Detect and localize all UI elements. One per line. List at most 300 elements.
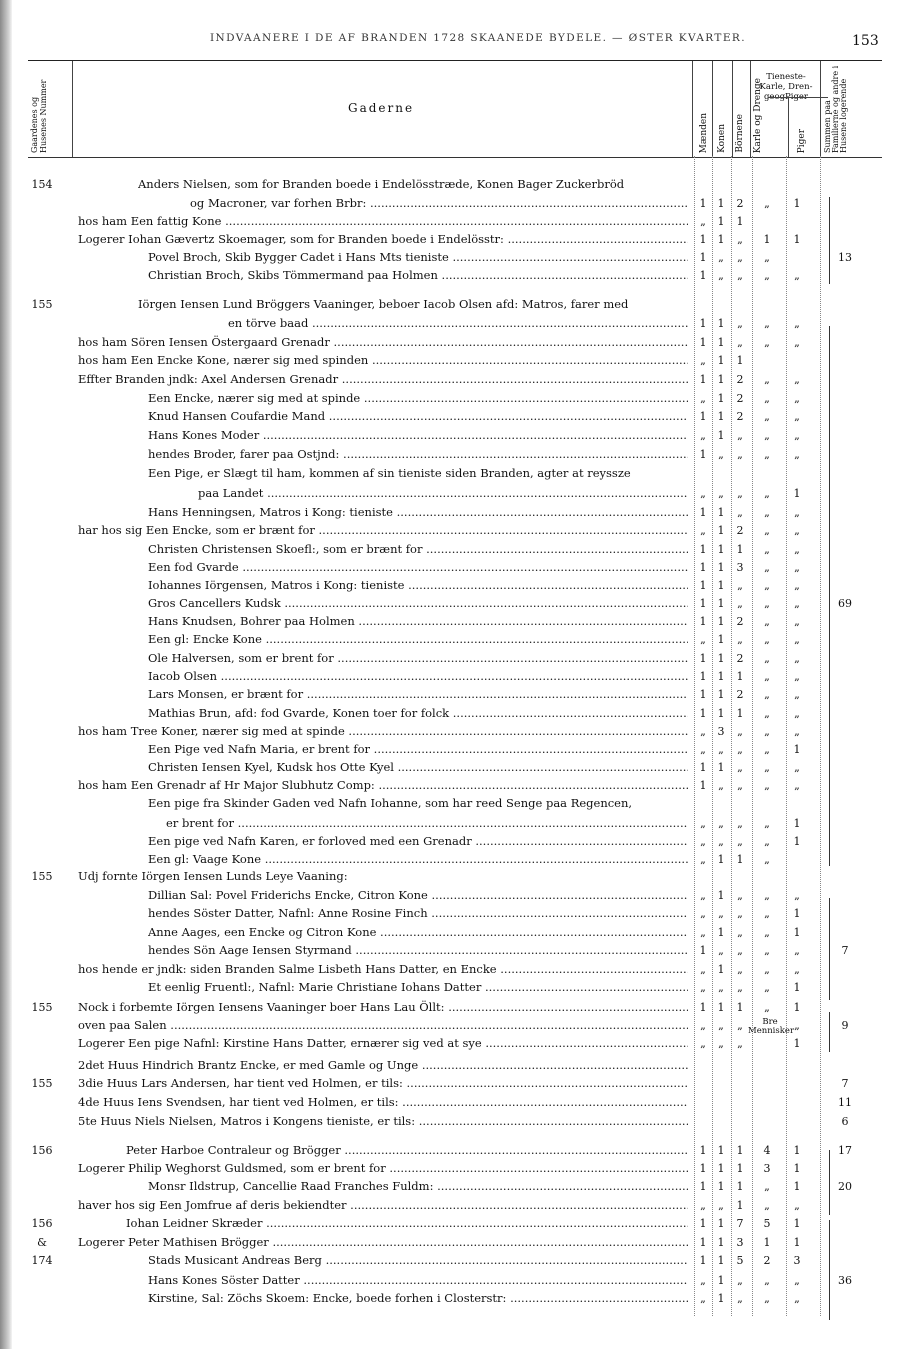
count-cell: „ bbox=[794, 725, 800, 738]
entry-text: Mathias Brun, afd: fod Gvarde, Konen toer for folck ..... bbox=[148, 705, 688, 722]
house-number: & bbox=[37, 1236, 47, 1249]
entry-text: Een Pige, er Slægt til ham, kommen af sin tieniste siden Branden, agter at reyssze bbox=[148, 466, 631, 480]
entry-text: 3die Huus Lars Andersen, har tient ved Holmen, er tils: ..... bbox=[78, 1075, 688, 1092]
count-cell: „ bbox=[794, 1019, 800, 1032]
count-cell: „ bbox=[737, 317, 743, 330]
family-total: 7 bbox=[841, 1077, 849, 1090]
count-cell: 2 bbox=[736, 652, 744, 665]
count-cell: 1 bbox=[717, 429, 725, 442]
count-cell: „ bbox=[794, 448, 800, 461]
count-cell: 1 bbox=[699, 761, 707, 774]
count-cell: „ bbox=[794, 670, 800, 683]
entry-text: Een pige ved Nafn Karen, er forloved med een Grenadr ..... bbox=[148, 833, 688, 850]
table-row bbox=[0, 631, 899, 648]
entry-text: Hans Knudsen, Bohrer paa Holmen ..... bbox=[148, 613, 688, 630]
count-cell: 1 bbox=[699, 670, 707, 683]
count-cell: „ bbox=[718, 907, 724, 920]
count-cell: 1 bbox=[717, 524, 725, 537]
entry-text: Stads Musicant Andreas Berg ..... bbox=[148, 1252, 688, 1269]
entry-text: Een pige fra Skinder Gaden ved Nafn Iohanne, som har reed Senge paa Regencen, bbox=[148, 796, 633, 810]
count-cell: „ bbox=[737, 817, 743, 830]
count-cell: „ bbox=[700, 354, 706, 367]
count-cell: „ bbox=[718, 251, 724, 264]
entry-text: Logerer Peter Mathisen Brögger ..... bbox=[78, 1234, 688, 1251]
entry-text: Et eenlig Fruentl:, Nafnl: Marie Christiane Iohans Datter ..... bbox=[148, 979, 688, 996]
table-row bbox=[0, 905, 899, 922]
count-cell: 1 bbox=[699, 1180, 707, 1193]
count-cell: 1 bbox=[717, 1180, 725, 1193]
count-cell: „ bbox=[794, 269, 800, 282]
house-number: 156 bbox=[31, 1217, 53, 1230]
count-cell: „ bbox=[718, 487, 724, 500]
house-number: 154 bbox=[31, 178, 53, 191]
entry-text: har hos sig Een Encke, som er brænt for ..... bbox=[78, 522, 688, 539]
house-number: 155 bbox=[31, 1077, 53, 1090]
table-row bbox=[0, 795, 899, 812]
count-cell: 1 bbox=[717, 688, 725, 701]
count-cell: „ bbox=[764, 707, 770, 720]
count-cell: „ bbox=[794, 579, 800, 592]
count-cell: 1 bbox=[699, 197, 707, 210]
count-cell: „ bbox=[794, 506, 800, 519]
count-cell: „ bbox=[794, 410, 800, 423]
entry-text: en törve baad ..... bbox=[228, 315, 688, 332]
count-cell: „ bbox=[764, 779, 770, 792]
table-row bbox=[0, 267, 899, 284]
entry-text: Lars Monsen, er brænt for ..... bbox=[148, 686, 688, 703]
table-row bbox=[0, 723, 899, 740]
count-cell: 1 bbox=[793, 197, 801, 210]
count-cell: 3 bbox=[736, 1236, 744, 1249]
table-row bbox=[0, 577, 899, 594]
count-cell: „ bbox=[737, 963, 743, 976]
count-cell: 1 bbox=[717, 392, 725, 405]
count-cell: 2 bbox=[736, 392, 744, 405]
count-cell: 1 bbox=[793, 743, 801, 756]
table-row bbox=[0, 465, 899, 482]
count-cell: 1 bbox=[699, 269, 707, 282]
count-cell: 1 bbox=[699, 579, 707, 592]
count-cell: 1 bbox=[699, 1254, 707, 1267]
count-cell: „ bbox=[764, 1274, 770, 1287]
table-row bbox=[0, 815, 899, 832]
count-cell: „ bbox=[718, 817, 724, 830]
entry-text: Monsr Ildstrup, Cancellie Raad Franches Fuldm: ..... bbox=[148, 1178, 688, 1195]
count-cell: „ bbox=[700, 1274, 706, 1287]
count-cell: 1 bbox=[736, 215, 744, 228]
count-cell: 1 bbox=[736, 707, 744, 720]
entry-text: Een Encke, nærer sig med at spinde ..... bbox=[148, 390, 688, 407]
entry-text: oven paa Salen ..... bbox=[78, 1017, 688, 1034]
count-cell: „ bbox=[718, 448, 724, 461]
count-cell: „ bbox=[794, 615, 800, 628]
family-total: 6 bbox=[841, 1115, 849, 1128]
entry-text: 5te Huus Niels Nielsen, Matros i Kongens tieniste, er tils: ..... bbox=[78, 1113, 688, 1130]
count-cell: 1 bbox=[717, 317, 725, 330]
count-cell: „ bbox=[737, 1274, 743, 1287]
entry-text: Christen Iensen Kyel, Kudsk hos Otte Kyel ..... bbox=[148, 759, 688, 776]
count-cell: „ bbox=[794, 392, 800, 405]
count-cell: 1 bbox=[699, 1236, 707, 1249]
count-cell: 1 bbox=[717, 670, 725, 683]
table-row bbox=[0, 176, 899, 193]
entry-text: Een fod Gvarde ..... bbox=[148, 559, 688, 576]
family-total-row bbox=[0, 1094, 899, 1111]
table-row bbox=[0, 231, 899, 248]
entry-text: hos ham Een Grenadr af Hr Major Slubhutz Comp: ..... bbox=[78, 777, 688, 794]
count-cell: 1 bbox=[699, 652, 707, 665]
family-total: 13 bbox=[838, 251, 852, 264]
table-row bbox=[0, 213, 899, 230]
count-cell: 1 bbox=[717, 889, 725, 902]
count-cell: 1 bbox=[793, 817, 801, 830]
table-row bbox=[0, 315, 899, 332]
entry-text: Peter Harboe Contraleur og Brögger ..... bbox=[126, 1142, 688, 1159]
count-cell: „ bbox=[737, 579, 743, 592]
count-cell: 1 bbox=[717, 1274, 725, 1287]
count-cell: „ bbox=[764, 944, 770, 957]
count-cell: 1 bbox=[717, 1217, 725, 1230]
running-head: INDVAANERE I DE AF BRANDEN 1728 SKAANEDE BYDELE. — ØSTER KVARTER. bbox=[210, 32, 746, 44]
table-row bbox=[0, 613, 899, 630]
family-total-row bbox=[0, 1017, 899, 1034]
count-cell: 1 bbox=[717, 761, 725, 774]
count-cell: „ bbox=[700, 1292, 706, 1305]
count-cell: 1 bbox=[736, 1199, 744, 1212]
entry-text: Logerer Een pige Nafnl: Kirstine Hans Datter, ernærer sig ved at sye ..... bbox=[78, 1035, 688, 1052]
count-cell: 1 bbox=[699, 944, 707, 957]
count-cell: 1 bbox=[793, 907, 801, 920]
count-cell: „ bbox=[718, 269, 724, 282]
table-row bbox=[0, 541, 899, 558]
count-cell: 1 bbox=[717, 652, 725, 665]
count-cell: 1 bbox=[736, 1180, 744, 1193]
count-cell: 1 bbox=[717, 506, 725, 519]
header-streets: Gaderne bbox=[348, 101, 415, 115]
count-cell: „ bbox=[700, 981, 706, 994]
count-cell: „ bbox=[764, 670, 770, 683]
table-row bbox=[0, 1057, 899, 1074]
count-cell: „ bbox=[764, 373, 770, 386]
count-cell: „ bbox=[700, 743, 706, 756]
table-row bbox=[0, 522, 899, 539]
count-cell: 1 bbox=[717, 410, 725, 423]
entry-text: Logerer Philip Weghorst Guldsmed, som er brent for ..... bbox=[78, 1160, 688, 1177]
count-cell: 1 bbox=[717, 615, 725, 628]
entry-text: og Macroner, var forhen Brbr: ..... bbox=[190, 195, 688, 212]
entry-text: Povel Broch, Skib Bygger Cadet i Hans Mts tieniste ..... bbox=[148, 249, 688, 266]
count-cell: „ bbox=[737, 981, 743, 994]
count-cell: „ bbox=[764, 615, 770, 628]
entry-text: 2det Huus Hindrich Brantz Encke, er med Gamle og Unge ..... bbox=[78, 1057, 688, 1074]
count-cell: „ bbox=[718, 779, 724, 792]
table-row bbox=[0, 650, 899, 667]
count-cell: „ bbox=[764, 506, 770, 519]
header-wives: Konen bbox=[717, 124, 727, 153]
count-cell: „ bbox=[764, 269, 770, 282]
header-total: Summen paa Familierne og andre i Husene logerende bbox=[823, 65, 848, 153]
count-cell: 1 bbox=[717, 597, 725, 610]
house-number: 155 bbox=[31, 1001, 53, 1014]
house-number: 174 bbox=[31, 1254, 53, 1267]
header-servants: Tieneste- Karle, Dren- geogPiger bbox=[759, 72, 813, 102]
count-cell: 3 bbox=[793, 1254, 801, 1267]
count-cell: „ bbox=[737, 448, 743, 461]
count-cell: „ bbox=[794, 1199, 800, 1212]
count-cell: „ bbox=[794, 1274, 800, 1287]
count-cell: „ bbox=[737, 1292, 743, 1305]
count-cell: 1 bbox=[717, 373, 725, 386]
table-row bbox=[0, 485, 899, 502]
table-row bbox=[0, 777, 899, 794]
family-total: 36 bbox=[838, 1274, 852, 1287]
count-cell: „ bbox=[700, 963, 706, 976]
count-cell: 1 bbox=[793, 835, 801, 848]
count-cell: „ bbox=[764, 853, 770, 866]
table-row bbox=[0, 1197, 899, 1214]
count-cell: 1 bbox=[717, 233, 725, 246]
count-cell: „ bbox=[794, 317, 800, 330]
family-total-row bbox=[0, 1075, 899, 1092]
header-children: Börnene bbox=[735, 114, 745, 153]
count-cell: „ bbox=[718, 743, 724, 756]
count-cell: „ bbox=[764, 907, 770, 920]
count-cell: „ bbox=[794, 1292, 800, 1305]
family-total: 7 bbox=[841, 944, 849, 957]
entry-text: Anders Nielsen, som for Branden boede i Endelösstræde, Konen Bager Zuckerbröd bbox=[138, 177, 625, 191]
count-cell: 1 bbox=[699, 597, 707, 610]
count-cell: 1 bbox=[717, 1001, 725, 1014]
count-cell: „ bbox=[700, 817, 706, 830]
count-cell: „ bbox=[764, 410, 770, 423]
family-total: 9 bbox=[841, 1019, 849, 1032]
count-cell: „ bbox=[764, 1180, 770, 1193]
entry-text: Een gl: Vaage Kone ..... bbox=[148, 851, 688, 868]
count-cell: „ bbox=[764, 743, 770, 756]
count-cell: „ bbox=[737, 926, 743, 939]
count-cell: 1 bbox=[699, 1001, 707, 1014]
count-cell: „ bbox=[794, 373, 800, 386]
family-total-row bbox=[0, 1113, 899, 1130]
header-boys: Karle og Drenge bbox=[753, 77, 763, 153]
count-cell: 1 bbox=[699, 233, 707, 246]
entry-text: 4de Huus Iens Svendsen, har tient ved Holmen, er tils: ..... bbox=[78, 1094, 688, 1111]
count-cell: 1 bbox=[699, 1217, 707, 1230]
table-row bbox=[0, 979, 899, 996]
count-cell: 1 bbox=[699, 336, 707, 349]
family-total-row bbox=[0, 1178, 899, 1195]
count-cell: 2 bbox=[736, 615, 744, 628]
count-cell: 1 bbox=[793, 233, 801, 246]
count-cell: „ bbox=[737, 597, 743, 610]
count-cell: 2 bbox=[736, 373, 744, 386]
count-cell: „ bbox=[764, 317, 770, 330]
entry-text: Een Pige ved Nafn Maria, er brent for ..... bbox=[148, 741, 688, 758]
table-row bbox=[0, 668, 899, 685]
count-cell: „ bbox=[764, 579, 770, 592]
count-cell: „ bbox=[794, 944, 800, 957]
entry-text: Christian Broch, Skibs Tömmermand paa Holmen ..... bbox=[148, 267, 688, 284]
table-row bbox=[0, 446, 899, 463]
count-cell: 3 bbox=[717, 725, 725, 738]
count-cell: „ bbox=[700, 429, 706, 442]
entry-text: Ole Halversen, som er brent for ..... bbox=[148, 650, 688, 667]
count-cell: „ bbox=[737, 889, 743, 902]
count-cell: 1 bbox=[699, 1162, 707, 1175]
count-cell: „ bbox=[794, 524, 800, 537]
count-cell: 2 bbox=[736, 688, 744, 701]
count-cell: „ bbox=[737, 1019, 743, 1032]
count-cell: 1 bbox=[699, 707, 707, 720]
count-cell: „ bbox=[700, 524, 706, 537]
count-cell: 1 bbox=[699, 317, 707, 330]
count-cell: „ bbox=[794, 633, 800, 646]
count-cell: „ bbox=[764, 688, 770, 701]
count-cell: „ bbox=[764, 197, 770, 210]
count-cell: „ bbox=[700, 392, 706, 405]
count-cell: „ bbox=[718, 1019, 724, 1032]
count-cell: „ bbox=[794, 963, 800, 976]
house-number: 155 bbox=[31, 298, 53, 311]
count-cell: „ bbox=[700, 633, 706, 646]
count-cell: „ bbox=[764, 633, 770, 646]
count-cell: 1 bbox=[793, 1217, 801, 1230]
family-total: 69 bbox=[838, 597, 852, 610]
family-total: 11 bbox=[838, 1096, 852, 1109]
count-cell: „ bbox=[737, 233, 743, 246]
count-cell: 1 bbox=[736, 1162, 744, 1175]
count-cell: „ bbox=[764, 336, 770, 349]
table-row bbox=[0, 559, 899, 576]
entry-text: hendes Sön Aage Iensen Styrmand ..... bbox=[148, 942, 688, 959]
count-cell: „ bbox=[700, 835, 706, 848]
count-cell: 1 bbox=[699, 506, 707, 519]
count-cell: 1 bbox=[699, 543, 707, 556]
table-row bbox=[0, 705, 899, 722]
count-cell: „ bbox=[764, 429, 770, 442]
side-note: Bre Mennisker bbox=[748, 1017, 795, 1036]
count-cell: „ bbox=[700, 1037, 706, 1050]
count-cell: „ bbox=[764, 817, 770, 830]
count-cell: „ bbox=[700, 1199, 706, 1212]
count-cell: 1 bbox=[717, 1144, 725, 1157]
entry-text: haver hos sig Een Jomfrue af deris bekiendter ..... bbox=[78, 1197, 688, 1214]
count-cell: „ bbox=[794, 761, 800, 774]
count-cell: 1 bbox=[717, 963, 725, 976]
count-cell: 1 bbox=[717, 853, 725, 866]
count-cell: 1 bbox=[699, 615, 707, 628]
entry-text: Iacob Olsen ..... bbox=[148, 668, 688, 685]
count-cell: 1 bbox=[736, 1001, 744, 1014]
count-cell: „ bbox=[700, 1019, 706, 1032]
count-cell: „ bbox=[700, 853, 706, 866]
count-cell: „ bbox=[737, 1037, 743, 1050]
count-cell: 1 bbox=[717, 215, 725, 228]
count-cell: 1 bbox=[793, 1001, 801, 1014]
entry-text: Nock i forbemte Iörgen Iensens Vaaninger boer Hans Lau Öllt: ..... bbox=[78, 999, 688, 1016]
count-cell: „ bbox=[737, 251, 743, 264]
table-row bbox=[0, 352, 899, 369]
family-total: 17 bbox=[838, 1144, 852, 1157]
table-row bbox=[0, 1252, 899, 1269]
count-cell: „ bbox=[794, 889, 800, 902]
header-girls: Piger bbox=[797, 128, 807, 153]
count-cell: „ bbox=[737, 429, 743, 442]
table-row bbox=[0, 887, 899, 904]
table-row bbox=[0, 759, 899, 776]
entry-text: hos ham Tree Koner, nærer sig med at spinde ..... bbox=[78, 723, 688, 740]
count-cell: „ bbox=[764, 543, 770, 556]
entry-text: Iohannes Iörgensen, Matros i Kong: tieniste ..... bbox=[148, 577, 688, 594]
entry-text: hos hende er jndk: siden Branden Salme Lisbeth Hans Datter, en Encke ..... bbox=[78, 961, 688, 978]
entry-text: Een gl: Encke Kone ..... bbox=[148, 631, 688, 648]
count-cell: „ bbox=[737, 336, 743, 349]
table-row bbox=[0, 1234, 899, 1251]
count-cell: „ bbox=[764, 597, 770, 610]
count-cell: 1 bbox=[699, 373, 707, 386]
table-row bbox=[0, 195, 899, 212]
count-cell: 1 bbox=[699, 688, 707, 701]
page-number: 153 bbox=[852, 33, 879, 49]
entry-text: hendes Broder, farer paa Ostjnd: ..... bbox=[148, 446, 688, 463]
count-cell: „ bbox=[718, 1037, 724, 1050]
count-cell: 1 bbox=[793, 926, 801, 939]
count-cell: „ bbox=[764, 561, 770, 574]
count-cell: 1 bbox=[717, 354, 725, 367]
count-cell: „ bbox=[737, 761, 743, 774]
table-row bbox=[0, 1035, 899, 1052]
entry-text: paa Landet ..... bbox=[198, 485, 688, 502]
house-number: 155 bbox=[31, 870, 53, 883]
family-total-row bbox=[0, 1272, 899, 1289]
table-row bbox=[0, 296, 899, 313]
entry-text: Dillian Sal: Povel Friderichs Encke, Citron Kone ..... bbox=[148, 887, 688, 904]
count-cell: „ bbox=[737, 725, 743, 738]
count-cell: 1 bbox=[699, 561, 707, 574]
count-cell: 1 bbox=[717, 633, 725, 646]
count-cell: „ bbox=[737, 506, 743, 519]
house-number: 156 bbox=[31, 1144, 53, 1157]
count-cell: 1 bbox=[699, 1144, 707, 1157]
count-cell: „ bbox=[718, 981, 724, 994]
entry-text: er brent for ..... bbox=[166, 815, 688, 832]
family-total-row bbox=[0, 942, 899, 959]
count-cell: „ bbox=[718, 835, 724, 848]
table-row bbox=[0, 504, 899, 521]
table-row bbox=[0, 408, 899, 425]
count-cell: „ bbox=[700, 907, 706, 920]
count-cell: „ bbox=[700, 889, 706, 902]
count-cell: „ bbox=[794, 336, 800, 349]
count-cell: 1 bbox=[793, 1162, 801, 1175]
count-cell: 1 bbox=[717, 336, 725, 349]
count-cell: 5 bbox=[763, 1217, 771, 1230]
count-cell: „ bbox=[700, 487, 706, 500]
count-cell: 1 bbox=[763, 233, 771, 246]
table-row bbox=[0, 961, 899, 978]
table-row bbox=[0, 427, 899, 444]
count-cell: „ bbox=[764, 1001, 770, 1014]
count-cell: 1 bbox=[736, 543, 744, 556]
count-cell: 1 bbox=[736, 1144, 744, 1157]
table-row bbox=[0, 924, 899, 941]
count-cell: „ bbox=[764, 963, 770, 976]
count-cell: 1 bbox=[717, 579, 725, 592]
count-cell: 7 bbox=[736, 1217, 744, 1230]
entry-text: hos ham Een fattig Kone ..... bbox=[78, 213, 688, 230]
count-cell: 1 bbox=[717, 926, 725, 939]
count-cell: „ bbox=[764, 487, 770, 500]
